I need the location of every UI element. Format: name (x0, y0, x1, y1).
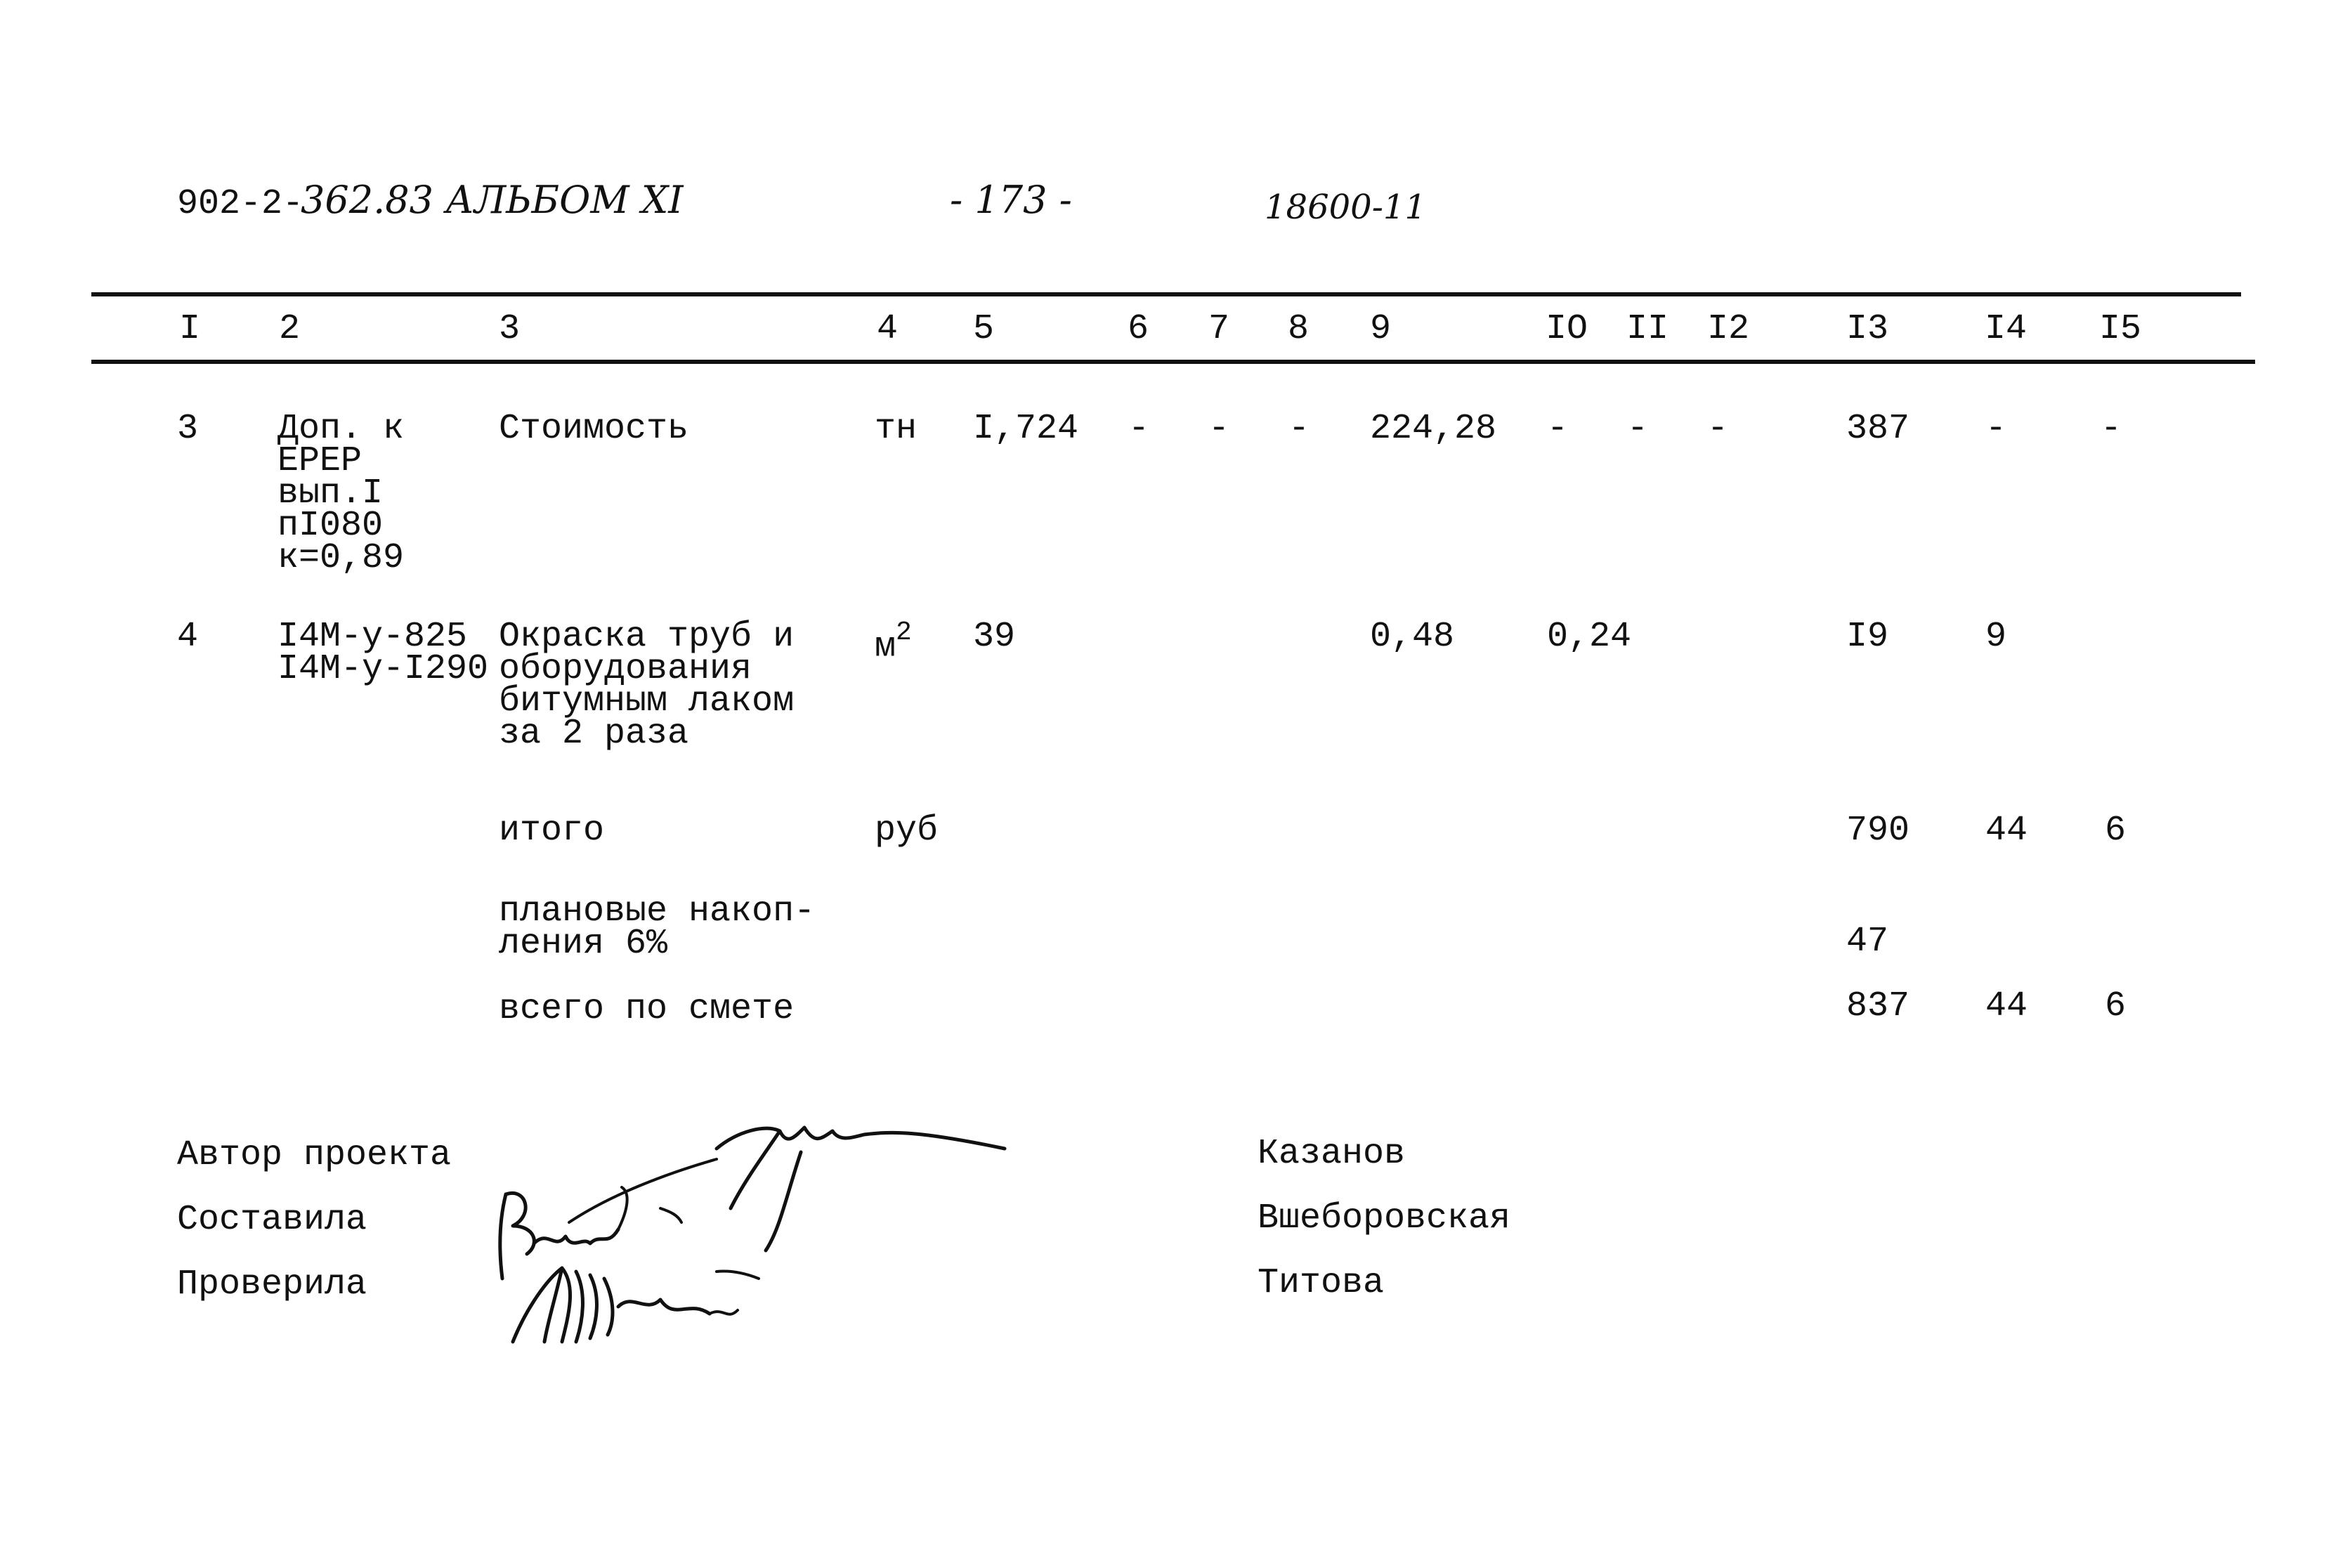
signature-name-checker: Титова (1258, 1263, 1385, 1303)
col-header-13: I3 (1846, 309, 1889, 349)
table-row-1-c6: - (1128, 409, 1150, 449)
table-row-2-c13: I9 (1846, 617, 1889, 657)
total-label-vsego: всего по смете (499, 989, 795, 1029)
table-row-2-c5: 39 (973, 617, 1016, 657)
signature-name-compiler: Вшеборовская (1258, 1198, 1511, 1239)
signature-checker-mark (513, 1268, 759, 1342)
table-row-1-c10: - (1547, 409, 1569, 449)
col-header-14: I4 (1985, 309, 2028, 349)
col-header-10: IO (1546, 309, 1588, 349)
unit-superscript: 2 (896, 618, 912, 648)
col-header-9: 9 (1370, 309, 1392, 349)
table-row-1-c13: 387 (1846, 409, 1910, 449)
col-header-5: 5 (973, 309, 995, 349)
signature-author-mark (569, 1128, 1005, 1250)
table-row-1-c4: тн (875, 409, 918, 449)
table-row-1-c1: 3 (177, 409, 199, 449)
table-row-1-c3: Стоимость (499, 409, 689, 449)
total-vsego-c14: 44 (1985, 986, 2028, 1026)
col-header-4: 4 (877, 309, 899, 349)
col-header-6: 6 (1128, 309, 1149, 349)
table-row-2-c1: 4 (177, 617, 199, 657)
signature-compiler-mark (500, 1187, 681, 1279)
table-top-rule (91, 292, 2241, 296)
total-label-planned: плановые накоп- ления 6% (499, 891, 816, 964)
doc-code-handwritten: 362.83 АЛЬБОМ XI (301, 178, 684, 222)
table-header-rule (91, 360, 2255, 364)
doc-code: 902-2- (177, 184, 304, 224)
table-row-1-c14: - (1985, 409, 2007, 449)
doc-number: 18600-11 (1265, 188, 1426, 227)
col-header-1: I (179, 309, 201, 349)
total-itogo-c14: 44 (1985, 811, 2028, 851)
signature-role-author: Автор проекта (177, 1135, 452, 1175)
total-label-itogo: итого (499, 811, 605, 851)
col-header-2: 2 (279, 309, 301, 349)
col-header-7: 7 (1208, 309, 1230, 349)
page-marker: - 173 - (950, 178, 1072, 222)
total-itogo-c13: 790 (1846, 811, 1910, 851)
table-row-2-c3: Окраска труб и оборудования битумным лаком за 2 раза (499, 617, 795, 754)
table-row-2-c2: I4М-у-825 I4М-у-I290 (278, 617, 489, 689)
signature-name-author: Казанов (1258, 1134, 1406, 1174)
col-header-8: 8 (1288, 309, 1310, 349)
signature-role-compiler: Составила (177, 1200, 367, 1240)
table-row-1-c15: - (2101, 409, 2122, 449)
table-row-1-c5: I,724 (973, 409, 1079, 449)
table-row-2-c9: 0,48 (1370, 617, 1455, 657)
total-planned-c13: 47 (1846, 922, 1889, 962)
total-vsego-c15: 6 (2105, 986, 2127, 1026)
table-row-1-c12: - (1707, 409, 1729, 449)
total-itogo-c15: 6 (2105, 811, 2127, 851)
col-header-12: I2 (1707, 309, 1750, 349)
table-row-1-c11: - (1627, 409, 1649, 449)
table-row-2-c14: 9 (1985, 617, 2007, 657)
signature-role-checker: Проверила (177, 1265, 367, 1305)
handwritten-signatures (485, 1110, 1061, 1349)
table-row-1-c2: Доп. к ЕРЕР вып.I пI080 к=0,89 (278, 409, 405, 578)
col-header-15: I5 (2099, 309, 2142, 349)
unit-text: м (875, 627, 896, 667)
table-row-1-c7: - (1208, 409, 1230, 449)
col-header-11: II (1626, 309, 1669, 349)
col-header-3: 3 (499, 309, 521, 349)
table-row-1-c8: - (1288, 409, 1310, 449)
table-row-2-c10: 0,24 (1547, 617, 1632, 657)
total-vsego-c13: 837 (1846, 986, 1910, 1026)
table-row-1-c9: 224,28 (1370, 409, 1497, 449)
table-row-2-c4 (875, 618, 912, 667)
total-unit-itogo: руб (875, 811, 939, 851)
